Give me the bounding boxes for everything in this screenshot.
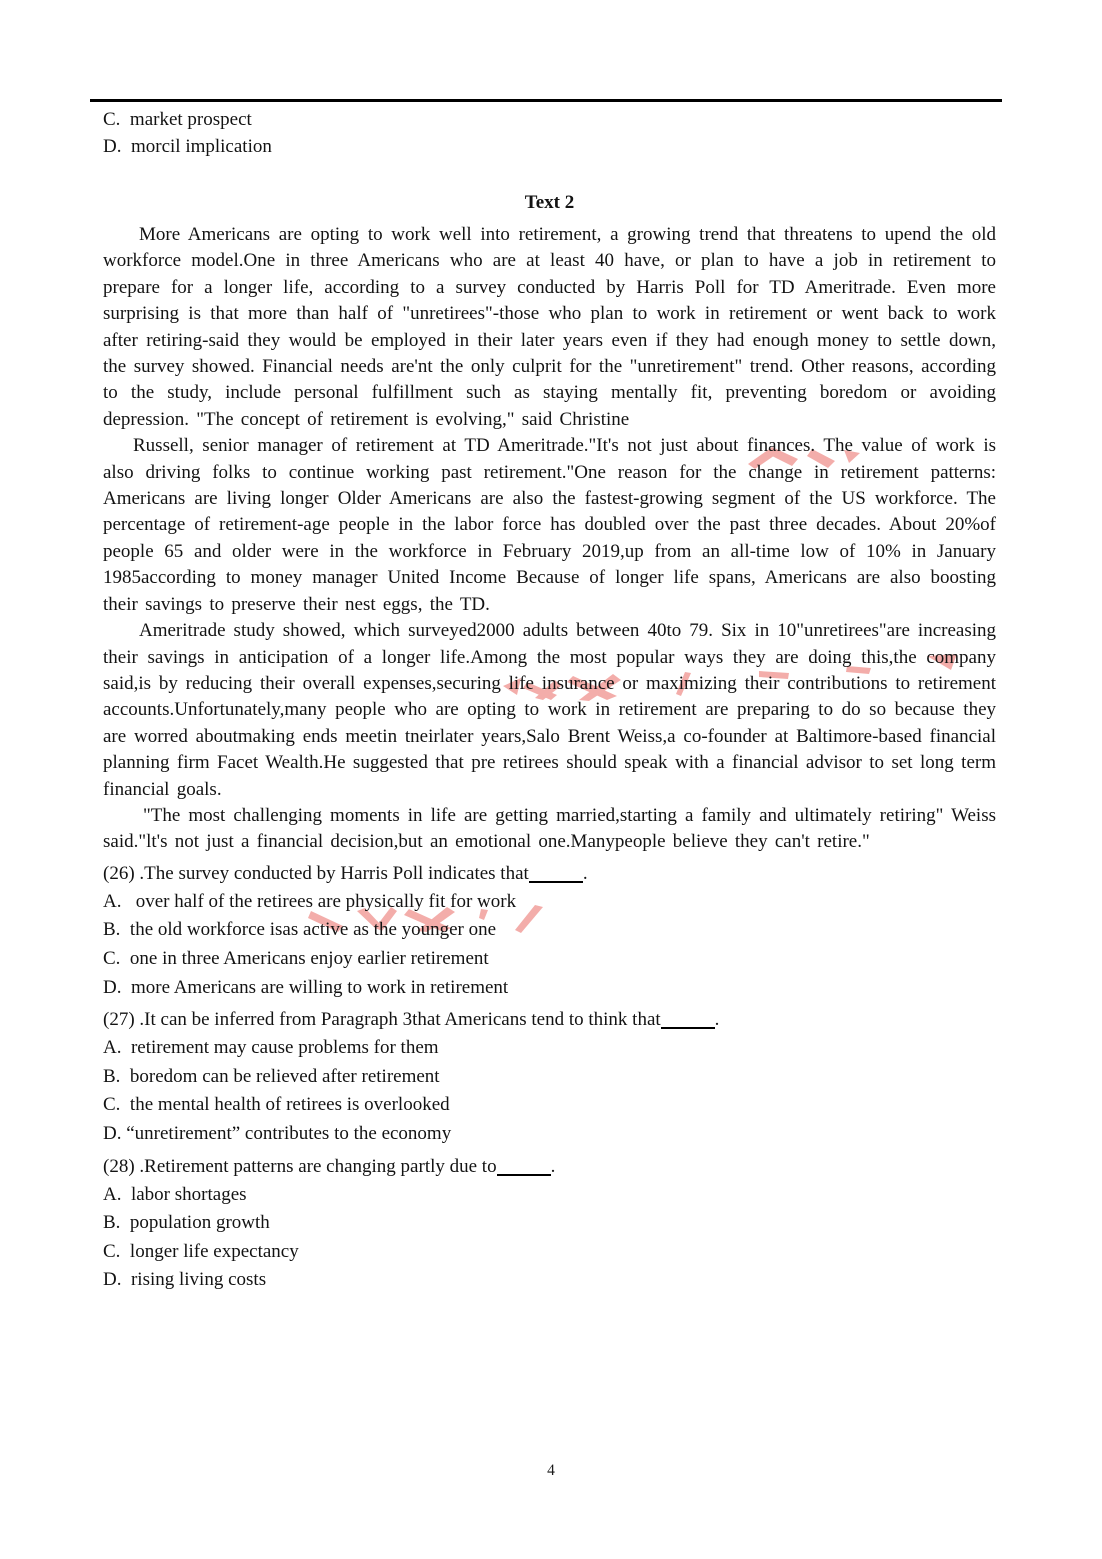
question-28-text: (28) .Retirement patterns are changing partly due to: [103, 1155, 497, 1177]
question-27-option-a: A. retirement may cause problems for them: [103, 1037, 439, 1059]
passage-paragraph-3: Ameritrade study showed, which surveyed2000 adults between 40to 79. Six in 10"unretirees"are increasing their savings in anticipation of a longer life.Among the most popular ways they are doing this,the company said,is by reducing their overall expenses,securing life insurance or maximizing their contributions to retirement accounts.Unfortunately,many people who are opting to work in retirement are preparing to do so because they are worred aboutmaking ends meetin tneirlater years,Salo Brent Weiss,a co-founder at Baltimore-based financial planning firm Facet Wealth.He suggested that pre retirees should speak with a financial advisor to set long term financial goals.: [103, 620, 996, 800]
question-28-option-d: D. rising living costs: [103, 1269, 267, 1291]
question-27-answer-blank: [661, 1013, 715, 1029]
carryover-option-d: D. morcil implication: [103, 136, 272, 157]
passage-paragraph-2: Russell, senior manager of retirement at TD Ameritrade."It's not just about finances. The value of work is also driving folks to continue working past retirement."One reason for the change in retirement patterns: Americans are living longer Older Americans are also the fastest-growing segment of the US workforce. The percentage of retirement-age people in the labor force has doubled over the past three decades. About 20%of people 65 and older were in the workforce in February 2019,up from an all-time low of 10% in January 1985according to money manager United Income Because of longer life spans, Americans are also boosting their savings to preserve their nest eggs, the TD.: [103, 435, 996, 615]
question-26-tail: .: [582, 862, 588, 884]
question-26-answer-blank: [529, 867, 583, 883]
question-26-option-a: A. over half of the retirees are physically fit for work: [103, 890, 517, 912]
question-27-option-d: D. “unretirement” contributes to the economy: [103, 1122, 452, 1144]
question-28-answer-blank: [497, 1160, 551, 1176]
question-28-option-a: A. labor shortages: [103, 1183, 247, 1205]
passage-title: Text 2: [524, 192, 575, 213]
page-number: 4: [547, 1462, 555, 1479]
passage-paragraph-4: "The most challenging moments in life are getting married,starting a family and ultimately retiring" Weiss said."lt's not just a financial decision,but an emotional one.Manypeople believe they can't retire.": [103, 804, 996, 853]
question-26-option-c: C. one in three Americans enjoy earlier retirement: [103, 947, 489, 969]
question-27-stem: [103, 1005, 996, 1034]
question-26-text: (26) .The survey conducted by Harris Poll indicates that: [103, 862, 529, 884]
spacer: [103, 160, 996, 189]
question-28-option-b: B. population growth: [103, 1212, 270, 1234]
question-26: [103, 859, 996, 1002]
page-content: [103, 106, 996, 1295]
carryover-option-c: C. market prospect: [103, 109, 252, 130]
question-26-option-b: B. the old workforce isas active as the younger one: [103, 919, 497, 941]
question-27: [103, 1005, 996, 1148]
question-26-option-d: D. more Americans are willing to work in retirement: [103, 976, 509, 998]
question-28-stem: [103, 1152, 996, 1181]
question-28: [103, 1152, 996, 1295]
question-28-option-c: C. longer life expectancy: [103, 1240, 299, 1262]
question-27-option-c: C. the mental health of retirees is overlooked: [103, 1094, 450, 1116]
question-26-stem: [103, 859, 996, 888]
question-28-tail: .: [550, 1155, 556, 1177]
question-27-option-b: B. boredom can be relieved after retirement: [103, 1065, 440, 1087]
question-27-text: (27) .It can be inferred from Paragraph 3that Americans tend to think that: [103, 1009, 661, 1031]
passage-paragraph-1: More Americans are opting to work well into retirement, a growing trend that threatens to upend the old workforce model.One in three Americans who are at least 40 have, or plan to have a job in retirement to prepare for a longer life, according to a survey conducted by Harris Poll for TD Ameritrade. Even more surprising is that more than half of "unretirees"-those who plan to work in retirement or went back to work after retiring-said they would be employed in their later years even if they had enough money to settle down, the survey showed. Financial needs are'nt the only culprit for the "unretirement" trend. Other reasons, according to the study, include personal fulfillment such as staying mentally fit, preventing boredom or avoiding depression. "The concept of retirement is evolving," said Christine: [103, 224, 996, 430]
question-27-tail: .: [714, 1009, 720, 1031]
